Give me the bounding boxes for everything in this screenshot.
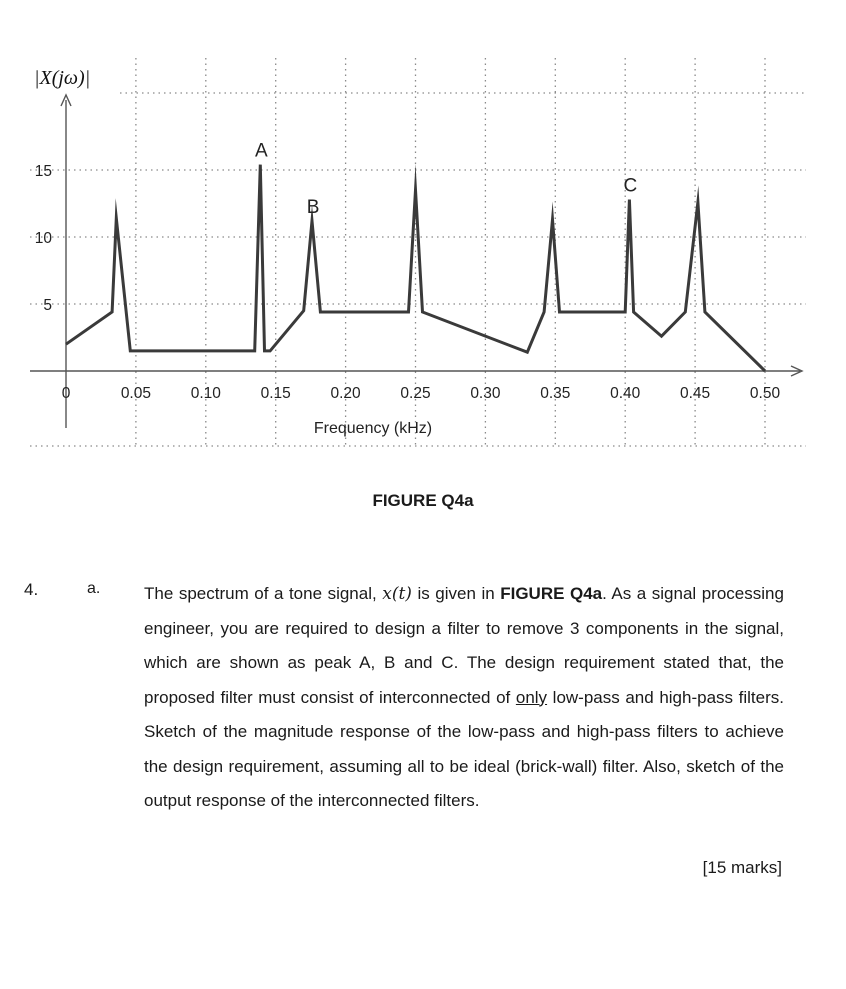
x-tick-label: 0.30 [470, 385, 501, 402]
question-text-2: is given in [417, 584, 495, 603]
x-tick-label: 0.25 [400, 385, 431, 402]
peak-label-b: B [306, 196, 320, 218]
x-tick-label: 0.35 [540, 385, 571, 402]
signal-symbol: x(t) [382, 584, 412, 604]
spectrum-chart [0, 0, 846, 470]
question-part: a. [87, 580, 101, 597]
x-axis-label: Frequency (kHz) [313, 420, 433, 437]
question-text [144, 577, 784, 819]
peak-label-a: A [254, 140, 268, 162]
y-tick-label: 15 [34, 163, 52, 180]
peak-label-c: C [623, 175, 638, 197]
x-tick-label: 0.10 [190, 385, 221, 402]
x-tick-label: 0.15 [260, 385, 291, 402]
peak-annotations [255, 141, 637, 218]
x-tick-label: 0.45 [680, 385, 711, 402]
x-tick-label: 0.05 [120, 385, 151, 402]
question-text-3: . As a signal processing engineer, you are required to design a filter to remove 3 components in the signal, which are shown as peak A, B and C. The design requirement stated that, the proposed filter must consist of interconnected of [144, 584, 784, 707]
figure-caption: FIGURE Q4a [372, 491, 474, 510]
y-tick-label: 10 [34, 230, 52, 247]
x-tick-label: 0.40 [610, 385, 641, 402]
question-text-1: The spectrum of a tone signal, [144, 584, 377, 603]
question-number: 4. [24, 580, 39, 599]
question-text-4: low-pass and high-pass filters. Sketch of the magnitude response of the low-pass and high-pass filters to achieve the design requirement, assuming all to be ideal (brick-wall) filter. Also, sketch of the output response of the interconnected filters. [144, 687, 784, 810]
y-tick-label: 5 [43, 297, 52, 314]
marks-label: [15 marks] [702, 858, 782, 877]
x-tick-label: 0 [61, 385, 71, 402]
y-axis-label: |X(jω)| [34, 67, 91, 89]
x-tick-label: 0.20 [330, 385, 361, 402]
emphasis-only: only [515, 687, 548, 707]
tick-labels [35, 163, 781, 402]
x-tick-label: 0.50 [749, 385, 781, 402]
figure-reference: FIGURE Q4a [500, 584, 603, 603]
